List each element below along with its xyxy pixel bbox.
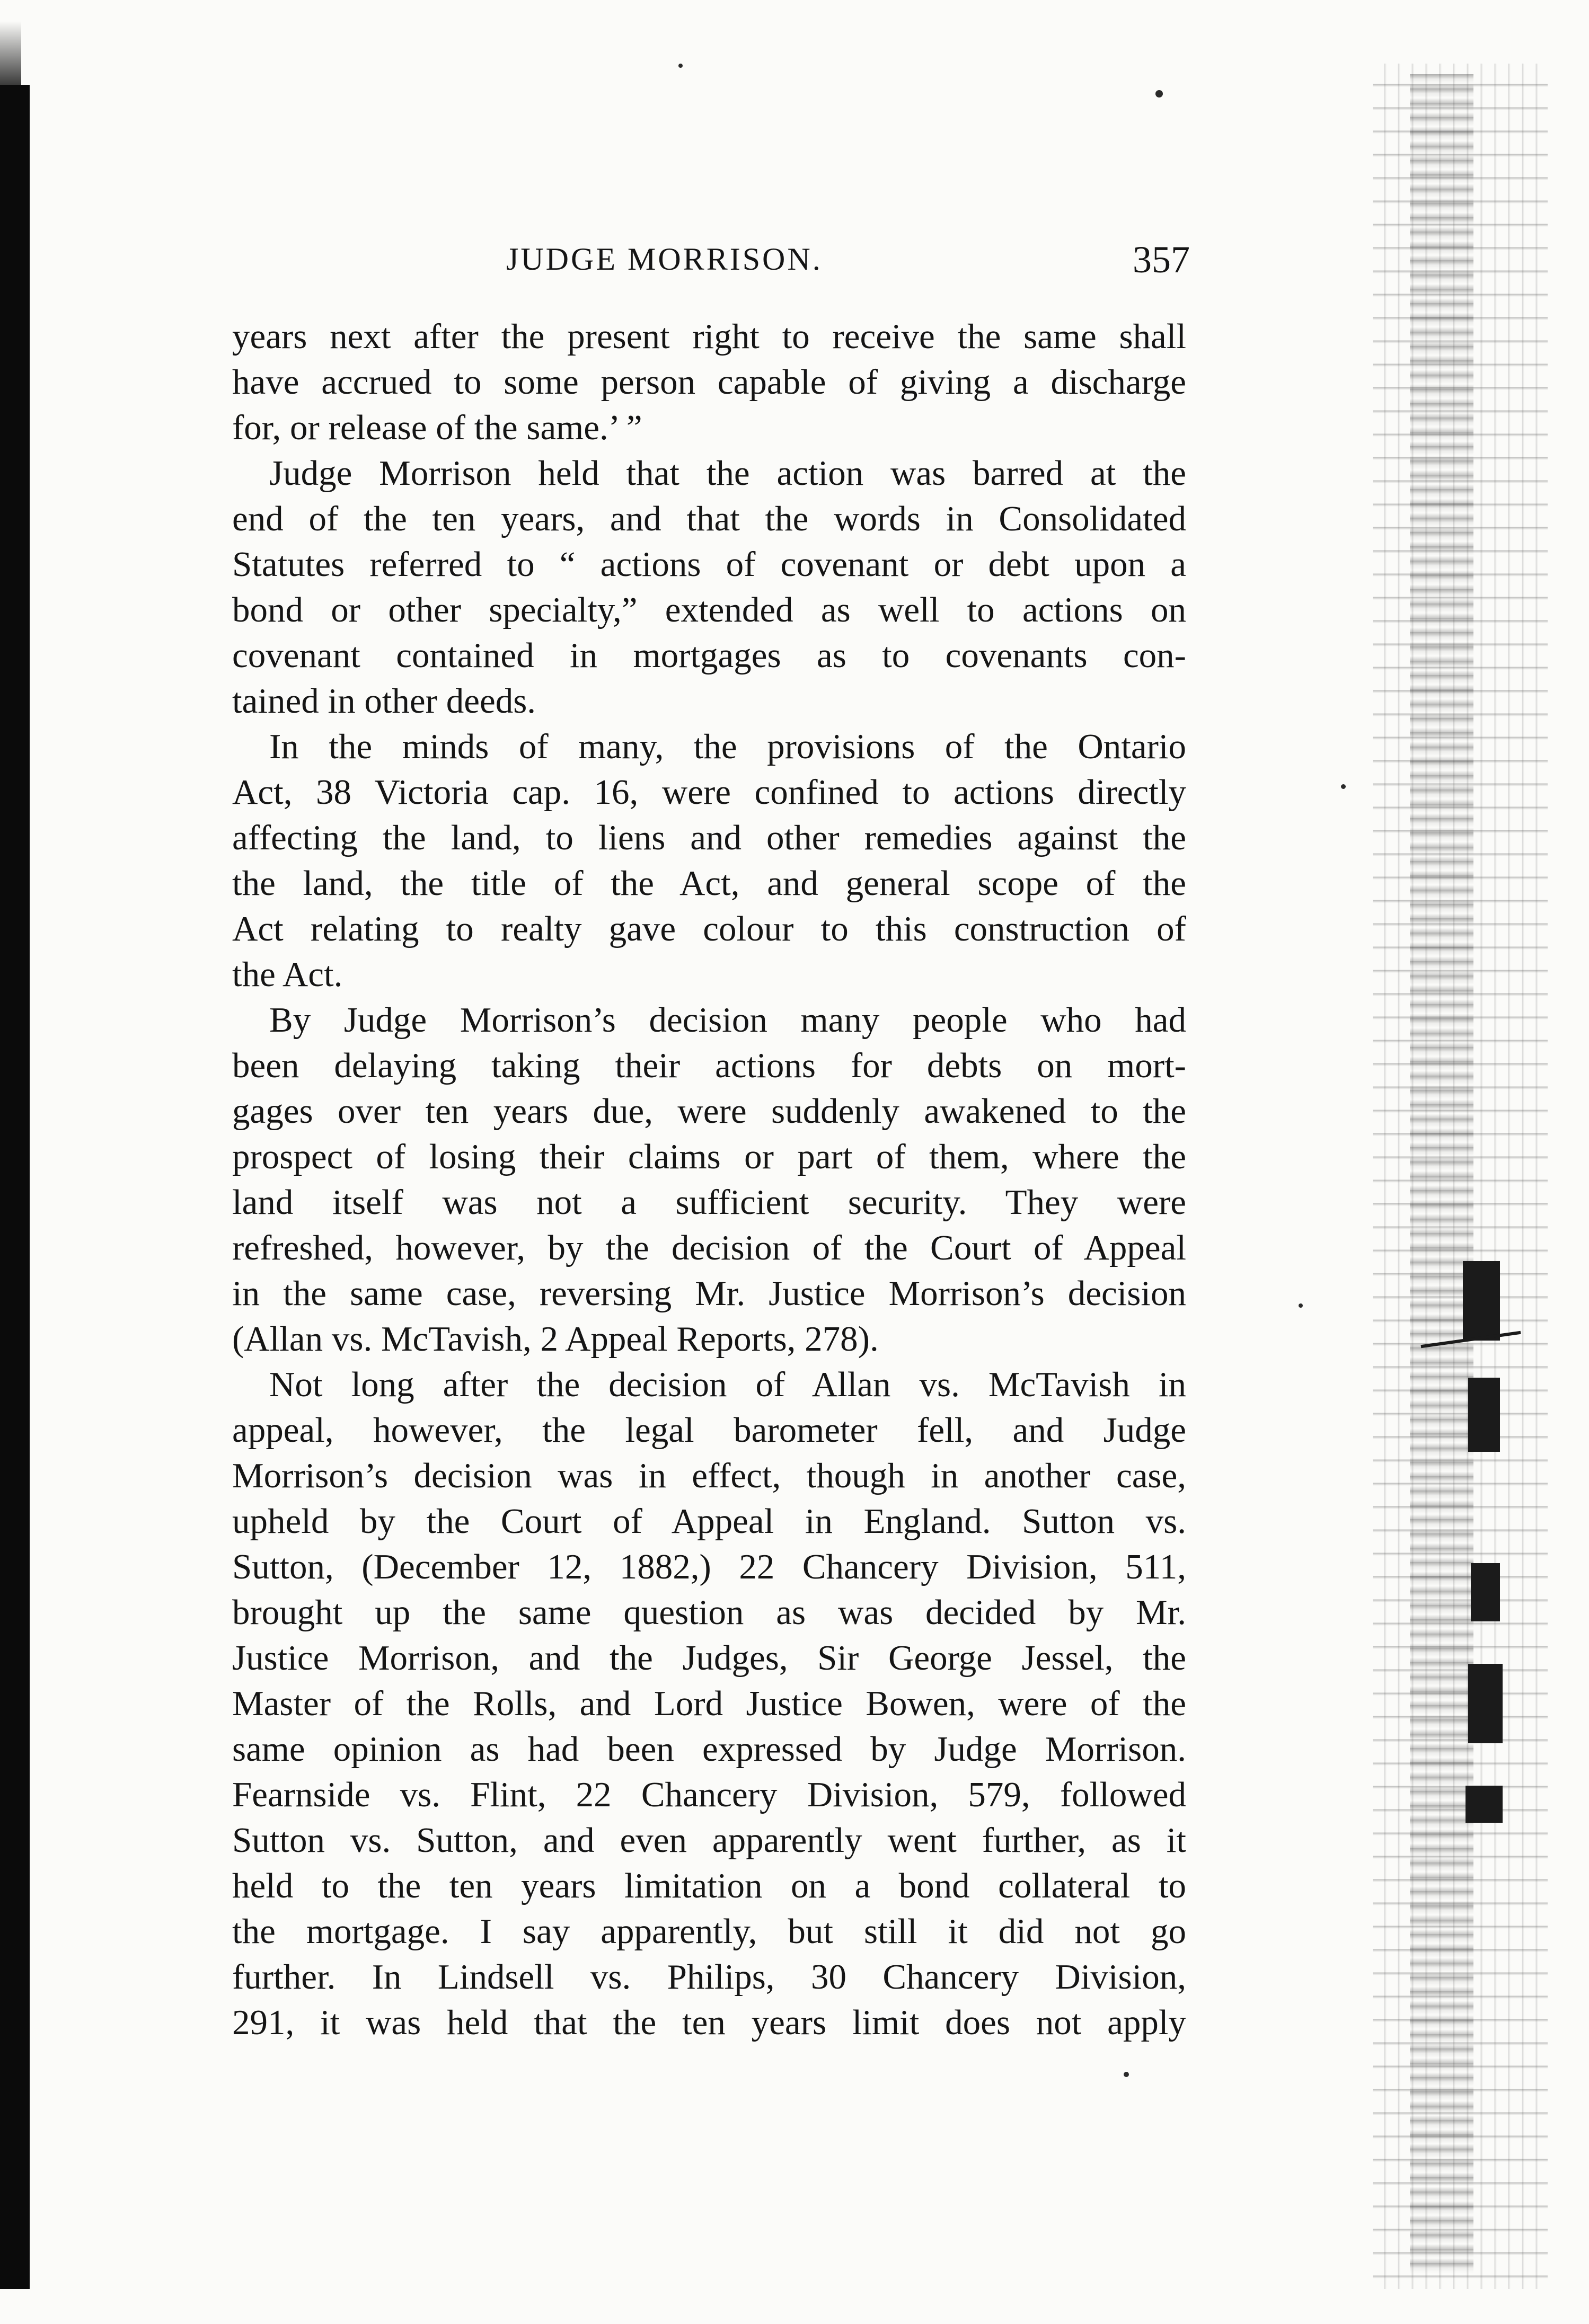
text-line: for, or release of the same.’ ” [232, 408, 642, 447]
text-line: tained in other deeds. [232, 681, 536, 721]
page-header [506, 238, 1190, 289]
text-line: Justice Morrison, and the Judges, Sir George Jessel, the [232, 1638, 1186, 1678]
text-line: held to the ten years limitation on a bond collateral to [232, 1866, 1186, 1905]
scan-artifact-block [1468, 1378, 1500, 1452]
text-line: Fearnside vs. Flint, 22 Chancery Division, 579, followed [232, 1775, 1186, 1814]
scan-speck [1124, 2072, 1129, 2077]
text-line: Not long after the decision of Allan vs. McTavish in [269, 1365, 1186, 1404]
text-line: Act, 38 Victoria cap. 16, were confined to actions directly [232, 773, 1186, 812]
page-number: 357 [1133, 238, 1190, 281]
scan-speck [1155, 90, 1163, 97]
text-line: Sutton vs. Sutton, and even apparently went further, as it [232, 1821, 1186, 1860]
text-line: appeal, however, the legal barometer fell, and Judge [232, 1411, 1186, 1450]
text-line: bond or other specialty,” extended as well to actions on [232, 590, 1186, 629]
text-line: been delaying taking their actions for debts on mort- [232, 1046, 1186, 1085]
text-line: Judge Morrison held that the action was barred at the [269, 454, 1186, 493]
text-line: Statutes referred to “ actions of covenant or debt upon a [232, 545, 1186, 584]
text-line: land itself was not a sufficient security. They were [232, 1183, 1186, 1222]
text-line: affecting the land, to liens and other remedies against the [232, 818, 1186, 857]
text-line: years next after the present right to receive the same shall [232, 317, 1186, 356]
text-line: (Allan vs. McTavish, 2 Appeal Reports, 278). [232, 1319, 879, 1359]
text-line: the Act. [232, 955, 343, 994]
scan-artifact-block [1471, 1563, 1500, 1621]
text-line: By Judge Morrison’s decision many people who had [269, 1000, 1186, 1040]
text-line: refreshed, however, by the decision of the Court of Appeal [232, 1228, 1186, 1267]
text-line: have accrued to some person capable of giving a discharge [232, 362, 1186, 402]
scan-noise-strip [1410, 74, 1473, 2273]
text-line: covenant contained in mortgages as to covenants con- [232, 636, 1186, 675]
body-text [232, 314, 1186, 2045]
scan-speck [1341, 784, 1346, 789]
text-line: same opinion as had been expressed by Judge Morrison. [232, 1729, 1186, 1769]
scan-artifact-block [1466, 1786, 1503, 1823]
text-line: gages over ten years due, were suddenly awakened to the [232, 1092, 1186, 1131]
text-line: Sutton, (December 12, 1882,) 22 Chancery Division, 511, [232, 1547, 1186, 1586]
scan-speck [678, 64, 683, 68]
text-line: in the same case, reversing Mr. Justice Morrison’s decision [232, 1274, 1186, 1313]
text-line: In the minds of many, the provisions of the Ontario [269, 727, 1186, 766]
text-line: brought up the same question as was decided by Mr. [232, 1593, 1186, 1632]
text-line: end of the ten years, and that the words in Consolidated [232, 499, 1186, 538]
scan-speck [1299, 1303, 1303, 1308]
text-line: prospect of losing their claims or part of them, where the [232, 1137, 1186, 1176]
text-line: Master of the Rolls, and Lord Justice Bowen, were of the [232, 1684, 1186, 1723]
text-line: further. In Lindsell vs. Philips, 30 Chancery Division, [232, 1957, 1186, 1997]
running-head: JUDGE MORRISON. [506, 242, 823, 277]
scan-artifact-block [1463, 1261, 1500, 1341]
book-binding-edge [0, 85, 30, 2289]
text-line: upheld by the Court of Appeal in England. Sutton vs. [232, 1502, 1186, 1541]
text-line: Act relating to realty gave colour to this construction of [232, 909, 1186, 948]
text-line: the mortgage. I say apparently, but still it did not go [232, 1912, 1186, 1951]
text-line: 291, it was held that the ten years limit does not apply [232, 2003, 1186, 2042]
scan-artifact-block [1468, 1664, 1503, 1743]
text-line: Morrison’s decision was in effect, though in another case, [232, 1456, 1186, 1495]
text-line: the land, the title of the Act, and general scope of the [232, 864, 1186, 903]
